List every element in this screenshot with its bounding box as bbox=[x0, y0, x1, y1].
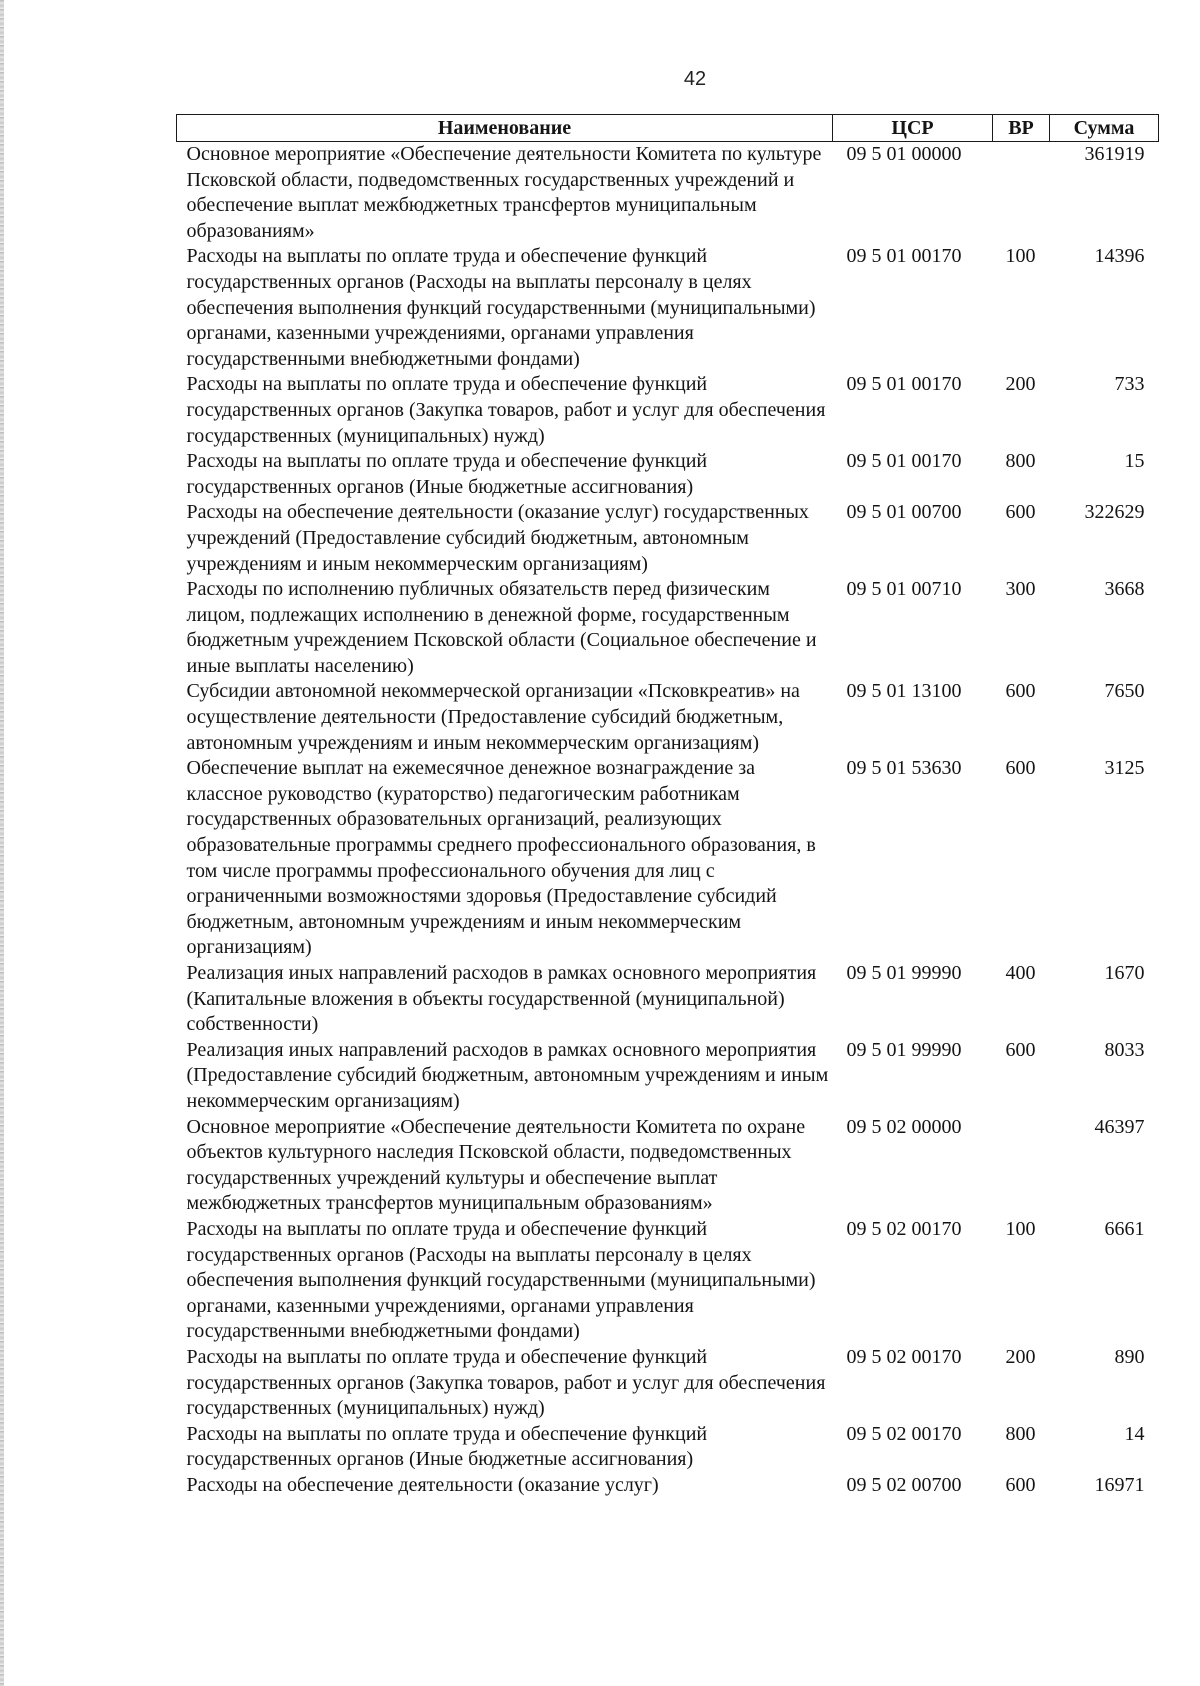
row-csr: 09 5 01 00170 bbox=[846, 245, 962, 268]
row-vr: 100 bbox=[1005, 245, 1036, 268]
table-row bbox=[177, 244, 1159, 372]
row-amount: 3125 bbox=[1104, 757, 1145, 780]
row-name: Расходы по исполнению публичных обязательств перед физическим лицом, подлежащих исполнению в денежной форме, государственным бюджетным учреждением Псковской области (Социальное обеспечение и иные выплаты населению) bbox=[186, 578, 817, 677]
row-amount: 14396 bbox=[1094, 245, 1145, 268]
row-amount: 16971 bbox=[1094, 1473, 1145, 1496]
row-csr: 09 5 01 99990 bbox=[846, 962, 962, 984]
row-name: Расходы на выплаты по оплате труда и обеспечение функций государственных органов (Расходы на выплаты персоналу в целях обеспечения выполнения функций государственными (муниципальными) органами, казенными учреждениями, органами управления государственными внебюджетными фондами) bbox=[186, 245, 816, 370]
row-amount: 46397 bbox=[1094, 1115, 1145, 1138]
row-name: Расходы на выплаты по оплате труда и обеспечение функций государственных органов (Иные бюджетные ассигнования) bbox=[186, 1422, 708, 1471]
row-vr: 200 bbox=[1005, 373, 1036, 396]
table-row bbox=[177, 679, 1159, 756]
row-vr: 100 bbox=[1005, 1217, 1036, 1240]
row-amount: 7650 bbox=[1104, 680, 1145, 703]
row-amount: 14 bbox=[1124, 1422, 1145, 1445]
row-vr bbox=[993, 1115, 1050, 1217]
row-name: Расходы на выплаты по оплате труда и обеспечение функций государственных органов (Расходы на выплаты персоналу в целях обеспечения выполнения функций государственными (муниципальными) органами, казенными учреждениями, органами управления государственными внебюджетными фондами) bbox=[186, 1217, 816, 1343]
row-vr: 800 bbox=[1005, 1422, 1036, 1445]
row-csr: 09 5 01 00170 bbox=[846, 373, 962, 396]
row-name: Субсидии автономной некоммерческой организации «Псковкреатив» на осуществление деятельности (Предоставление субсидий бюджетным, автономным учреждениям и иным некоммерческим организациям) bbox=[186, 680, 800, 754]
table-row bbox=[177, 1422, 1159, 1473]
row-csr: 09 5 01 99990 bbox=[846, 1038, 962, 1061]
row-vr: 600 bbox=[1005, 680, 1036, 703]
row-csr: 09 5 01 00710 bbox=[846, 578, 962, 601]
page-number: 42 bbox=[683, 68, 707, 90]
header-csr: ЦСР bbox=[833, 115, 993, 142]
header-name: Наименование bbox=[177, 115, 833, 142]
row-amount: 322629 bbox=[1084, 501, 1145, 524]
table-row bbox=[177, 1038, 1159, 1115]
row-vr: 800 bbox=[1005, 450, 1036, 473]
row-amount: 6661 bbox=[1104, 1217, 1145, 1240]
row-csr: 09 5 01 00170 bbox=[846, 450, 962, 473]
row-csr: 09 5 02 00170 bbox=[846, 1345, 962, 1368]
row-amount: 8033 bbox=[1104, 1038, 1145, 1061]
row-vr: 400 bbox=[1005, 962, 1036, 984]
table-row bbox=[177, 961, 1159, 1038]
row-amount: 3668 bbox=[1104, 578, 1145, 601]
row-csr: 09 5 01 13100 bbox=[846, 680, 962, 703]
table-row bbox=[177, 1217, 1159, 1345]
row-csr: 09 5 02 00170 bbox=[846, 1422, 962, 1445]
row-amount: 1670 bbox=[1104, 962, 1145, 984]
row-name: Реализация иных направлений расходов в рамках основного мероприятия (Предоставление субсидий бюджетным, автономным учреждениям и иным некоммерческим организациям) bbox=[186, 1038, 829, 1112]
table-row bbox=[177, 500, 1159, 577]
budget-table bbox=[176, 114, 1159, 1498]
row-name: Расходы на выплаты по оплате труда и обеспечение функций государственных органов (Закупка товаров, работ и услуг для обеспечения государственных (муниципальных) нужд) bbox=[186, 1345, 826, 1420]
table-header-row bbox=[177, 115, 1159, 142]
row-csr: 09 5 01 53630 bbox=[846, 757, 962, 780]
row-csr: 09 5 02 00700 bbox=[846, 1473, 962, 1496]
row-name: Расходы на выплаты по оплате труда и обеспечение функций государственных органов (Иные бюджетные ассигнования) bbox=[186, 450, 708, 498]
row-vr: 600 bbox=[1005, 1473, 1036, 1496]
table-row bbox=[177, 1115, 1159, 1217]
row-amount: 733 bbox=[1114, 373, 1145, 396]
table-row bbox=[177, 372, 1159, 449]
row-name: Основное мероприятие «Обеспечение деятельности Комитета по охране объектов культурного наследия Псковской области, подведомственных государственных учреждений культуры и обеспечение выплат межбюджетных трансфертов муниципальным образованиям» bbox=[186, 1115, 806, 1215]
row-csr: 09 5 01 00700 bbox=[846, 501, 962, 524]
row-vr: 200 bbox=[1005, 1345, 1036, 1368]
row-name: Реализация иных направлений расходов в рамках основного мероприятия (Капитальные вложения в объекты государственной (муниципальной) собственности) bbox=[186, 962, 817, 1036]
row-amount: 890 bbox=[1114, 1345, 1145, 1368]
table-row bbox=[177, 1473, 1159, 1499]
row-name: Расходы на выплаты по оплате труда и обеспечение функций государственных органов (Закупка товаров, работ и услуг для обеспечения государственных (муниципальных) нужд) bbox=[186, 373, 826, 447]
header-amount: Сумма bbox=[1050, 115, 1159, 142]
table-row bbox=[177, 577, 1159, 679]
row-vr: 600 bbox=[1005, 1038, 1036, 1061]
row-amount: 361919 bbox=[1084, 143, 1145, 165]
table-row bbox=[177, 142, 1159, 245]
table-row bbox=[177, 756, 1159, 961]
row-name: Обеспечение выплат на ежемесячное денежное вознаграждение за классное руководство (кураторство) педагогическим работникам государственных образовательных организаций, реализующих образовательные программы среднего профессионального образования, в том числе программы профессионального обучения для лиц с ограниченными возможностями здоровья (Предоставление субсидий бюджетным, автономным учреждениям и иным некоммерческим организациям) bbox=[186, 757, 816, 959]
row-vr: 300 bbox=[1005, 578, 1036, 601]
row-csr: 09 5 02 00000 bbox=[846, 1115, 962, 1138]
row-name: Основное мероприятие «Обеспечение деятельности Комитета по культуре Псковской области, подведомственных государственных учреждений и обеспечение выплат межбюджетных трансфертов муниципальным образованиям» bbox=[186, 143, 822, 242]
row-name: Расходы на обеспечение деятельности (оказание услуг) государственных учреждений (Предоставление субсидий бюджетным, автономным учреждениям и иным некоммерческим организациям) bbox=[186, 501, 809, 575]
header-vr: ВР bbox=[993, 115, 1050, 142]
row-vr: 600 bbox=[1005, 757, 1036, 780]
row-vr: 600 bbox=[1005, 501, 1036, 524]
row-name: Расходы на обеспечение деятельности (оказание услуг) bbox=[186, 1473, 659, 1496]
row-amount: 15 bbox=[1124, 450, 1145, 473]
scan-edge bbox=[0, 0, 4, 1686]
row-csr: 09 5 01 00000 bbox=[846, 143, 962, 165]
table-row bbox=[177, 1345, 1159, 1422]
table-row bbox=[177, 449, 1159, 500]
row-csr: 09 5 02 00170 bbox=[846, 1217, 962, 1240]
row-vr bbox=[993, 142, 1050, 245]
